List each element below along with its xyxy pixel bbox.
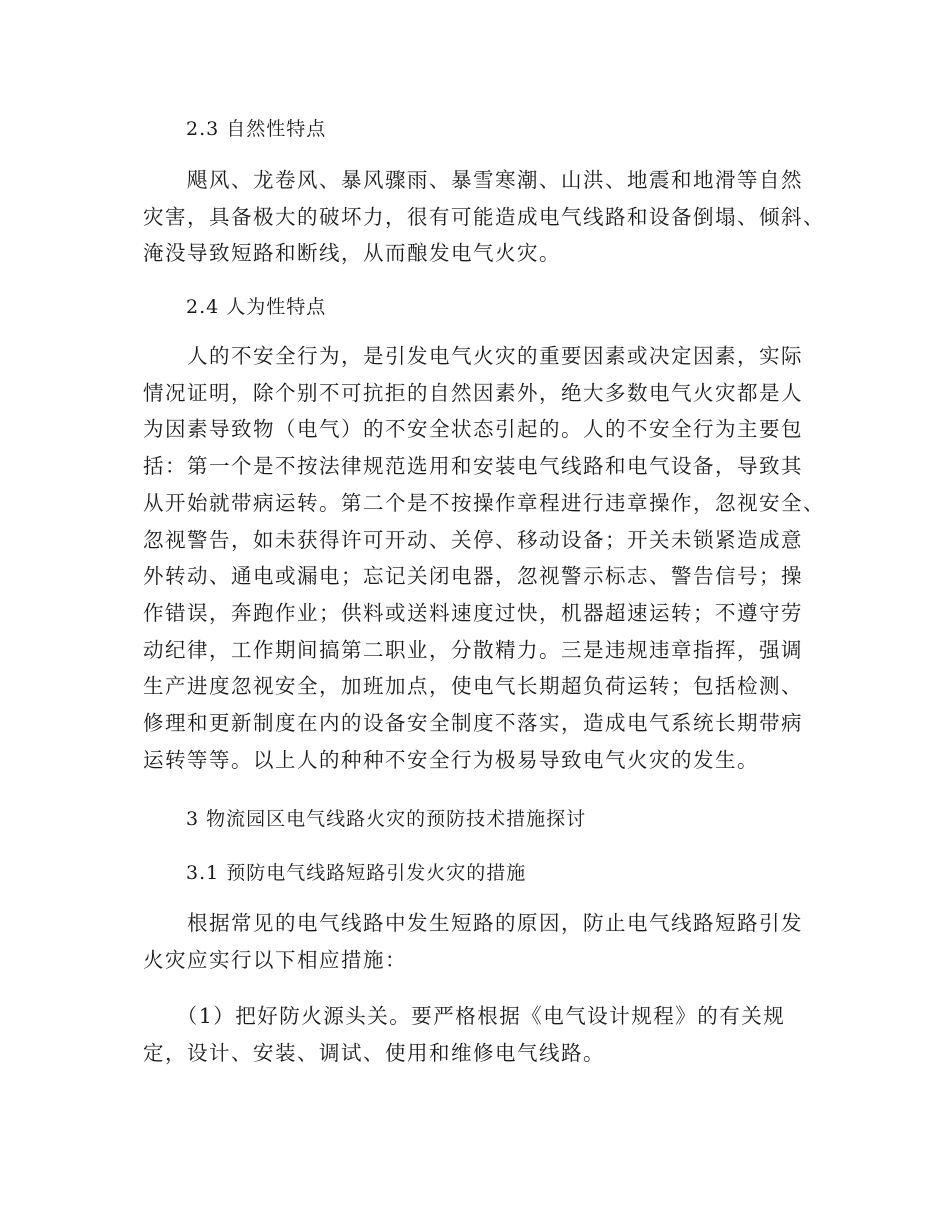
paragraph-line: 括：第一个是不按法律规范选用和安装电气线路和电气设备，导致其 xyxy=(143,454,803,479)
paragraph-line: 飓风、龙卷风、暴风骤雨、暴雪寒潮、山洪、地震和地滑等自然 xyxy=(143,168,803,192)
paragraph-line: 外转动、通电或漏电；忘记关闭电器，忽视警示标志、警告信号；操 xyxy=(143,564,803,589)
paragraph-line: 修理和更新制度在内的设备安全制度不落实，造成电气系统长期带病 xyxy=(143,711,803,736)
paragraph-line: 为因素导致物（电气）的不安全状态引起的。人的不安全行为主要包 xyxy=(143,417,803,442)
paragraph-3-1-item-1 xyxy=(143,998,813,1071)
section-heading-2-4: 2.4 人为性特点 xyxy=(186,296,327,318)
paragraph-line: 淹没导致短路和断线，从而酿发电气火灾。 xyxy=(143,241,561,266)
paragraph-line: 忽视警告，如未获得许可开动、关停、移动设备；开关未锁紧造成意 xyxy=(143,527,803,552)
paragraph-line: 灾害，具备极大的破坏力，很有可能造成电气线路和设备倒塌、倾斜、 xyxy=(143,204,825,229)
paragraph-2-3 xyxy=(143,162,825,272)
section-heading-3-1: 3.1 预防电气线路短路引发火灾的措施 xyxy=(186,862,527,884)
paragraph-line: 运转等等。以上人的种种不安全行为极易导致电气火灾的发生。 xyxy=(143,747,759,772)
paragraph-line: 情况证明，除个别不可抗拒的自然因素外，绝大多数电气火灾都是人 xyxy=(143,380,803,405)
paragraph-line: 火灾应实行以下相应措施： xyxy=(143,947,407,972)
paragraph-3-1 xyxy=(143,905,813,978)
paragraph-line: 根据常见的电气线路中发生短路的原因，防止电气线路短路引发 xyxy=(143,911,803,935)
paragraph-line: 作错误，奔跑作业；供料或送料速度过快，机器超速运转；不遵守劳 xyxy=(143,600,803,625)
paragraph-line: 定，设计、安装、调试、使用和维修电气线路。 xyxy=(143,1040,605,1065)
paragraph-line: 动纪律，工作期间搞第二职业，分散精力。三是违规违章指挥，强调 xyxy=(143,637,803,662)
paragraph-line: 生产进度忽视安全，加班加点，使电气长期超负荷运转；包括检测、 xyxy=(143,674,803,699)
paragraph-line: 人的不安全行为，是引发电气火灾的重要因素或决定因素，实际 xyxy=(143,344,803,368)
section-heading-3: 3 物流园区电气线路火灾的预防技术措施探讨 xyxy=(186,808,587,830)
paragraph-line: （1）把好防火源头关。要严格根据《电气设计规程》的有关规 xyxy=(143,1004,786,1028)
section-heading-2-3: 2.3 自然性特点 xyxy=(186,118,327,140)
paragraph-2-4 xyxy=(143,338,825,778)
paragraph-line: 从开始就带病运转。第二个是不按操作章程进行违章操作，忽视安全、 xyxy=(143,490,825,515)
